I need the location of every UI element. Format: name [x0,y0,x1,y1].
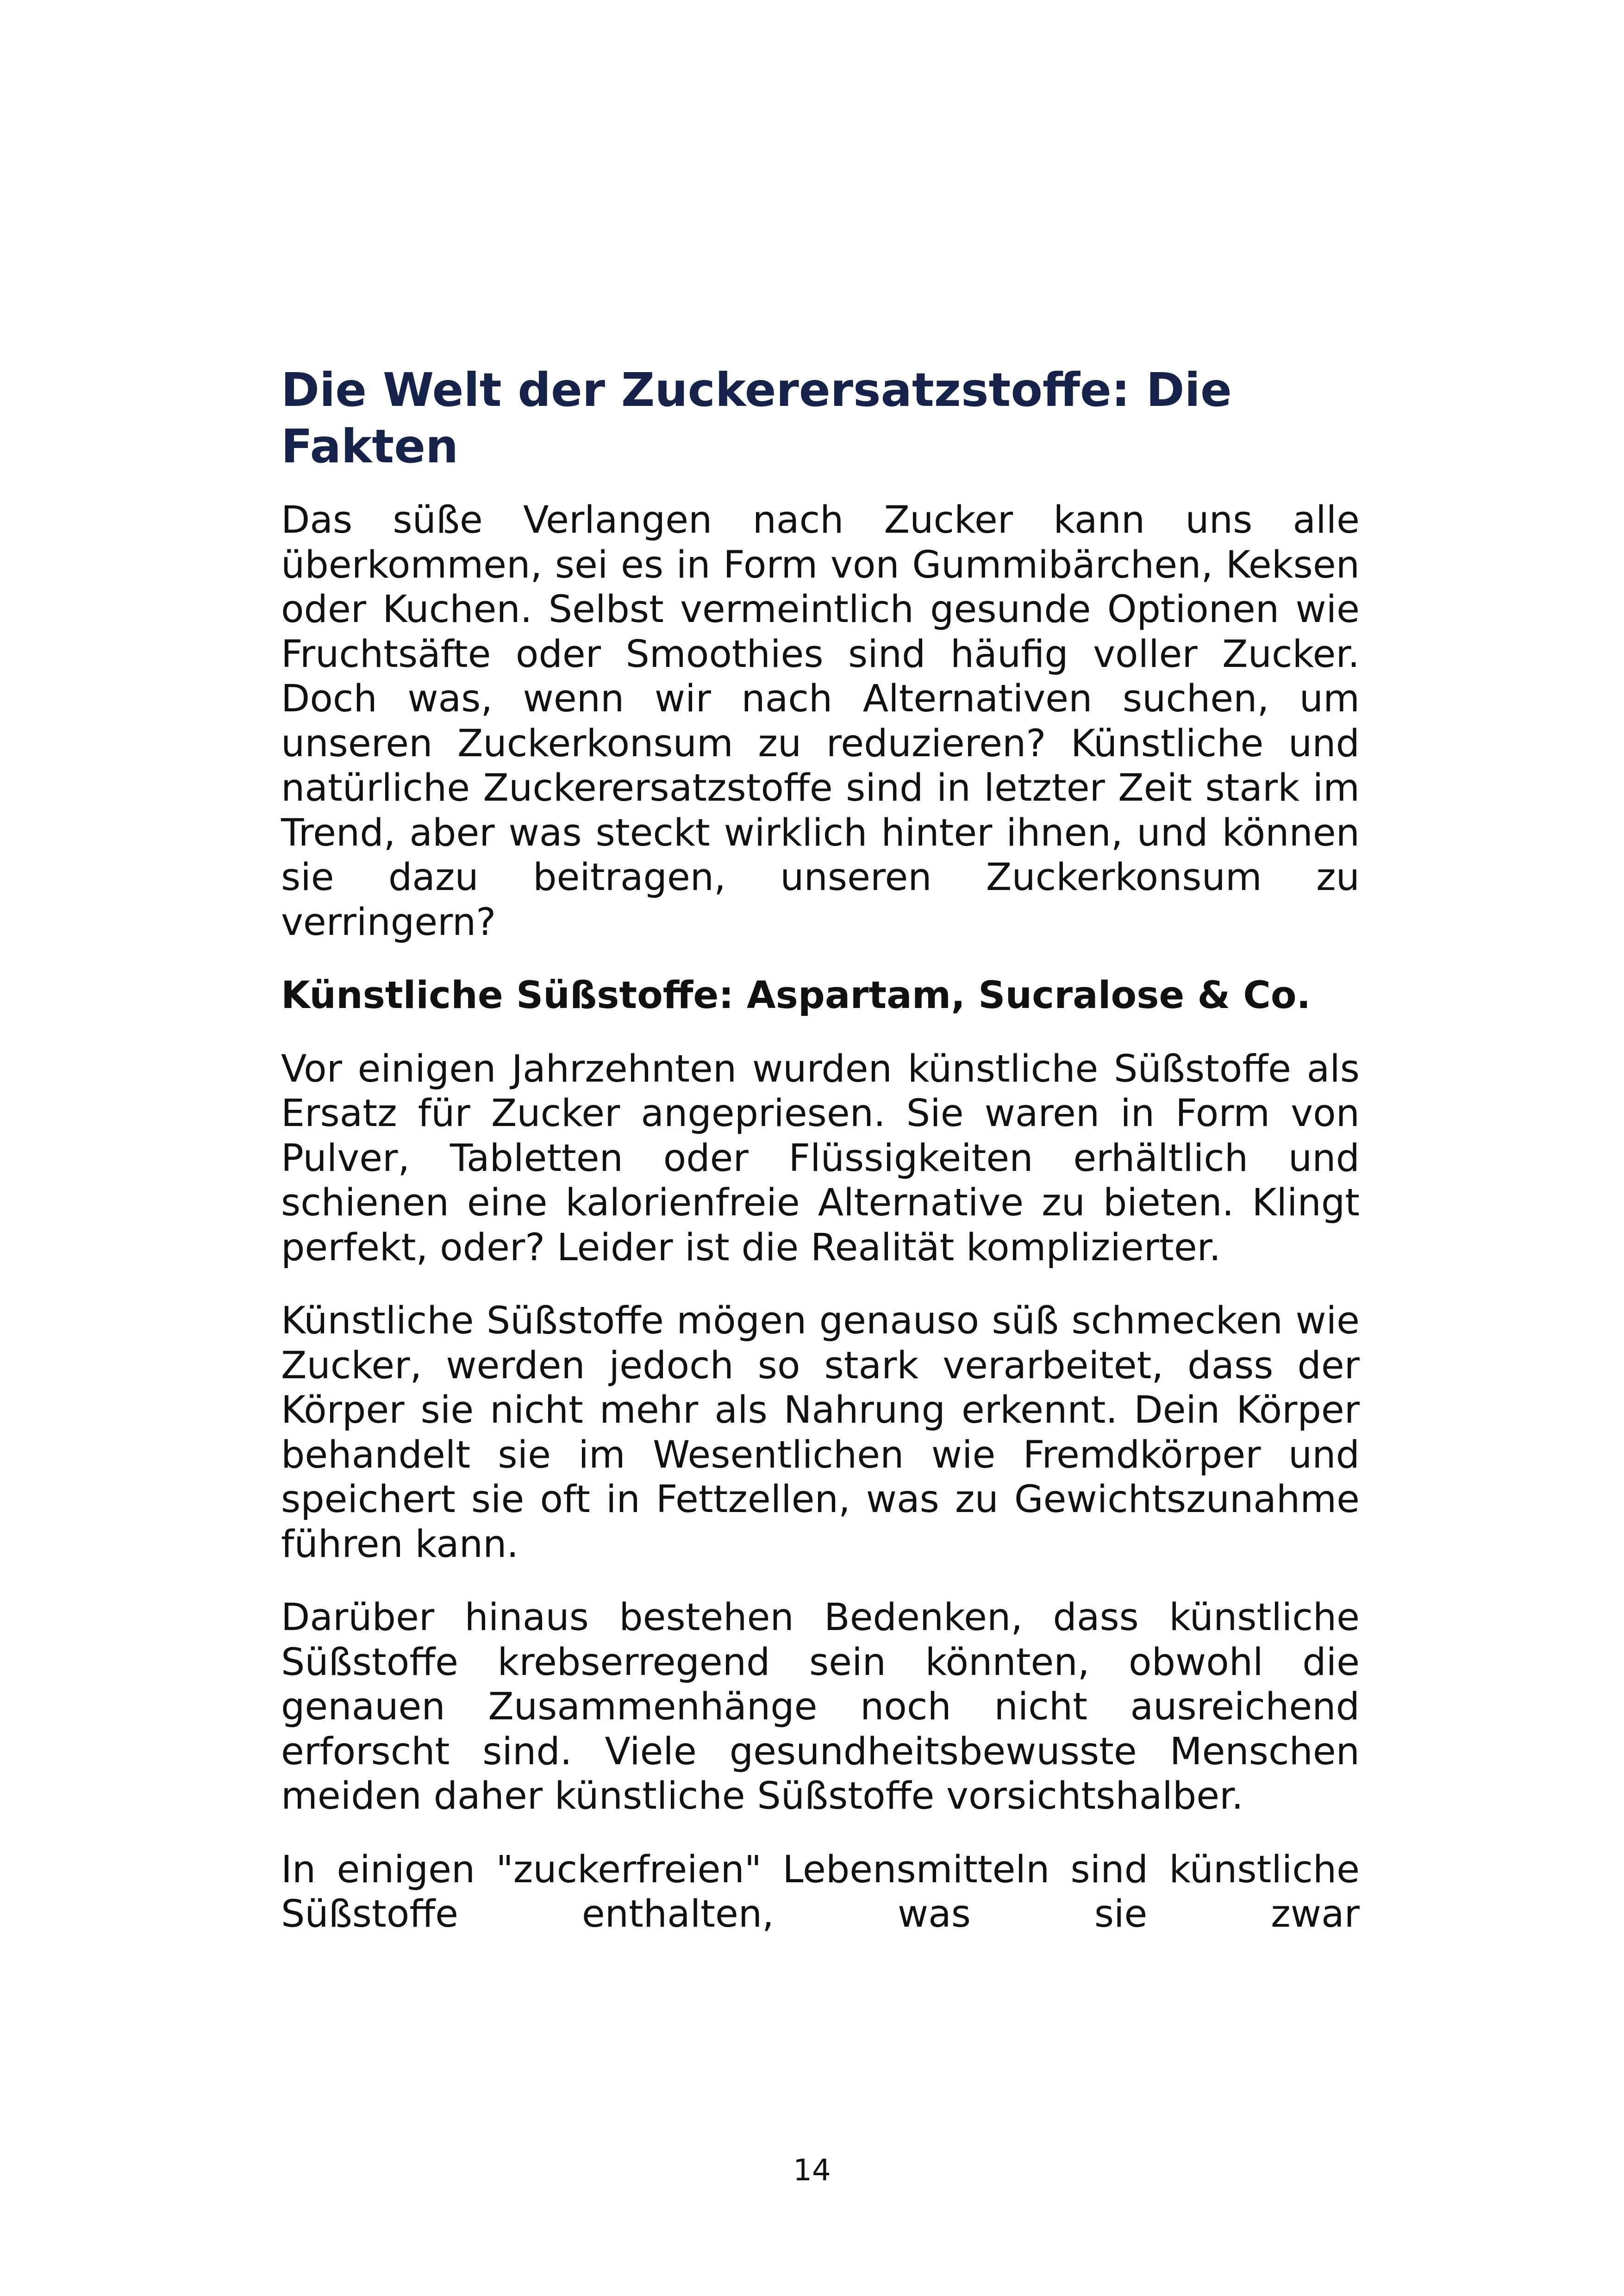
page-number: 14 [793,2153,831,2188]
page-content [281,362,1360,1937]
intro-paragraph: Das süße Verlangen nach Zucker kann uns alle überkommen, sei es in Form von Gummibärchen, Keksen oder Kuchen. Selbst vermeintlich gesunde Optionen wie Fruchtsäfte oder Smoothies sind häufig voller Zucker. Doch was, wenn wir nach Alternativen suchen, um unseren Zuckerkonsum zu reduzieren? Künstliche und natürliche Zuckerersatzstoffe sind in letzter Zeit stark im Trend, aber was steckt wirklich hinter ihnen, und können sie dazu beitragen, unseren Zuckerkonsum zu verringern? [281,498,1360,944]
body-paragraph: Künstliche Süßstoffe mögen genauso süß schmecken wie Zucker, werden jedoch so stark verarbeitet, dass der Körper sie nicht mehr als Nahrung erkennt. Dein Körper behandelt sie im Wesentlichen wie Fremdkörper und speichert sie oft in Fettzellen, was zu Gewichtszunahme führen kann. [281,1299,1360,1566]
body-paragraph-continued: In einigen "zuckerfreien" Lebensmitteln sind künstliche Süßstoffe enthalten, was sie zwar [281,1848,1360,1936]
chapter-title: Die Welt der Zuckerersatzstoffe: Die Fakten [281,363,1232,473]
section-heading: Künstliche Süßstoffe: Aspartam, Sucralose & Co. [281,974,1311,1017]
body-paragraph: Darüber hinaus bestehen Bedenken, dass künstliche Süßstoffe krebserregend sein könnten, obwohl die genauen Zusammenhänge noch nicht ausreichend erforscht sind. Viele gesundheitsbewusste Menschen meiden daher künstliche Süßstoffe vorsichtshalber. [281,1596,1360,1818]
body-paragraph: Vor einigen Jahrzehnten wurden künstliche Süßstoffe als Ersatz für Zucker angepriesen. Sie waren in Form von Pulver, Tabletten oder Flüssigkeiten erhältlich und schienen eine kalorienfreie Alternative zu bieten. Klingt perfekt, oder? Leider ist die Realität komplizierter. [281,1047,1360,1269]
